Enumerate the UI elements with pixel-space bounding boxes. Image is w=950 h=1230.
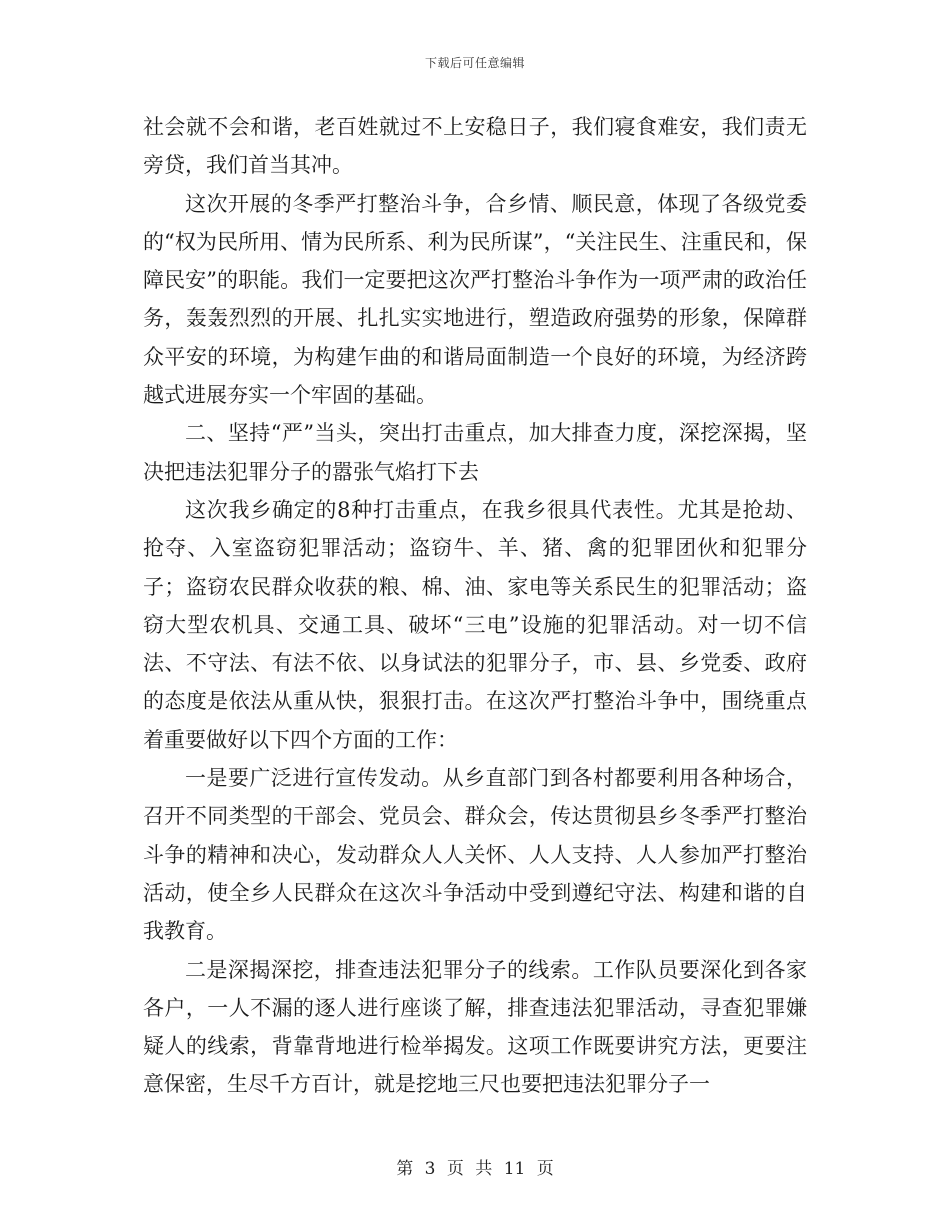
- document-body: [143, 108, 807, 1104]
- paragraph-4: 一是要广泛进行宣传发动。从乡直部门到各村都要利用各种场合，召开不同类型的干部会、党员会、群众会，传达贯彻县乡冬季严打整治斗争的精神和决心，发动群众人人关怀、人人支持、人人参加严打整治活动，使全乡人民群众在这次斗争活动中受到遵纪守法、构建和谐的自我教育。: [143, 766, 807, 944]
- paragraph-3: 这次我乡确定的8种打击重点，在我乡很具代表性。尤其是抢劫、抢夺、入室盗窃犯罪活动；盗窃牛、羊、猪、禽的犯罪团伙和犯罪分子；盗窃农民群众收获的粮、棉、油、家电等关系民生的犯罪活动；盗窃大型农机具、交通工具、破坏“三电”设施的犯罪活动。对一切不信法、不守法、有法不依、以身试法的犯罪分子，市、县、乡党委、政府的态度是依法从重从快，狠狠打击。在这次严打整治斗争中，围绕重点着重要做好以下四个方面的工作：: [143, 497, 807, 752]
- paragraph-1: 社会就不会和谐，老百姓就过不上安稳日子，我们寝食难安，我们责无旁贷，我们首当其冲。: [143, 115, 807, 178]
- paragraph-5: 二是深揭深挖，排查违法犯罪分子的线索。工作队员要深化到各家各户，一人不漏的逐人进行座谈了解，排查违法犯罪活动，寻查犯罪嫌疑人的线索，背靠背地进行检举揭发。这项工作既要讲究方法，更要注意保密，生尽千方百计，就是挖地三尺也要把违法犯罪分子一: [143, 957, 807, 1097]
- paragraph-2: 这次开展的冬季严打整治斗争，合乡情、顺民意，体现了各级党委的“权为民所用、情为民所系、利为民所谋”，“关注民生、注重民和，保障民安”的职能。我们一定要把这次严打整治斗争作为一项严肃的政治任务，轰轰烈烈的开展、扎扎实实地进行，塑造政府强势的形象，保障群众平安的环境，为构建乍曲的和谐局面制造一个良好的环境，为经济跨越式进展夯实一个牢固的基础。: [143, 191, 807, 408]
- section-heading-2: 二、坚持“严”当头，突出打击重点，加大排查力度，深挖深揭，坚决把违法犯罪分子的嚣张气焰打下去: [143, 421, 807, 484]
- page-footer: 第 3 页 共 11 页: [396, 1159, 554, 1179]
- page-header: 下载后可任意编辑: [424, 56, 525, 70]
